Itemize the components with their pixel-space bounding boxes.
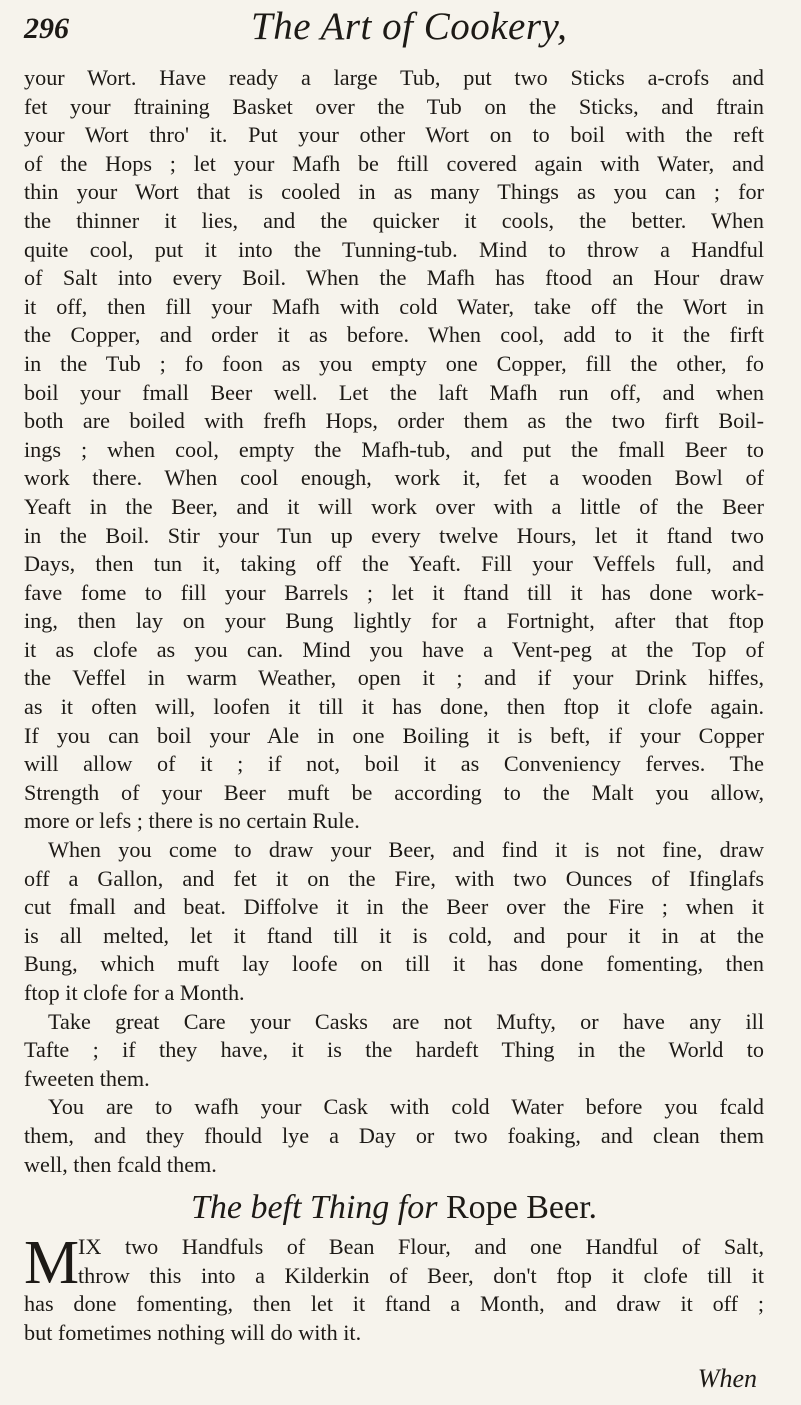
text-line: Tafte ; if they have, it is the hardeft Thing in the World to	[24, 1037, 764, 1063]
paragraph-musty-casks	[24, 1008, 764, 1094]
text-line: the thinner it lies, and the quicker it cools, the better. When	[24, 207, 764, 233]
text-line: IX two Handfuls of Bean Flour, and one Handful of Salt,	[78, 1234, 764, 1260]
text-line: Bung, which muft lay loofe on till it has done fomenting, then	[24, 951, 764, 977]
text-line: quite cool, put it into the Tunning-tub. Mind to throw a Handful	[24, 236, 764, 262]
text-line: as it often will, loofen it till it has done, then ftop it clofe again.	[24, 694, 764, 720]
paragraph-washing-casks	[24, 1093, 764, 1179]
text-line: ing, then lay on your Bung lightly for a Fortnight, after that ftop	[24, 608, 764, 634]
text-line: Strength of your Beer muft be according to the Malt you allow,	[24, 779, 764, 805]
text-line: off a Gallon, and fet it on the Fire, with two Ounces of Ifinglafs	[24, 865, 764, 891]
text-line: If you can boil your Ale in one Boiling it is beft, if your Copper	[24, 722, 764, 748]
text-line: Take great Care your Casks are not Mufty, or have any ill	[48, 1008, 764, 1034]
text-line: the Veffel in warm Weather, open it ; and if your Drink hiffes,	[24, 665, 764, 691]
text-line: the Copper, and order it as before. When cool, add to it the firft	[24, 322, 764, 348]
text-line: well, then fcald them.	[24, 1151, 217, 1177]
text-line: it off, then fill your Mafh with cold Water, take off the Wort in	[24, 293, 764, 319]
paragraph-fining-beer	[24, 836, 764, 1008]
text-line: ings ; when cool, empty the Mafh-tub, and put the fmall Beer to	[24, 436, 764, 462]
text-line: will allow of it ; if not, boil it as Conveniency ferves. The	[24, 751, 764, 777]
text-line: it as clofe as you can. Mind you have a Vent-peg at the Top of	[24, 636, 764, 662]
text-line: in the Tub ; fo foon as you empty one Copper, fill the other, fo	[24, 350, 764, 376]
text-line: of the Hops ; let your Mafh be ftill covered again with Water, and	[24, 150, 764, 176]
text-line: in the Boil. Stir your Tun up every twelve Hours, let it ftand two	[24, 522, 764, 548]
page-number: 296	[24, 12, 69, 45]
text-line: work there. When cool enough, work it, fet a wooden Bowl of	[24, 465, 764, 491]
text-line: more or lefs ; there is no certain Rule.	[24, 808, 360, 834]
running-title: The Art of Cookery,	[251, 5, 568, 48]
text-line: your Wort thro' it. Put your other Wort on to boil with the reft	[24, 122, 764, 148]
text-line: Yeaft in the Beer, and it will work over with a little of the Beer	[24, 493, 764, 519]
text-line: has done fomenting, then let it ftand a Month, and draw it off ;	[24, 1291, 764, 1317]
text-line: ftop it clofe for a Month.	[24, 980, 245, 1005]
text-line: cut fmall and beat. Diffolve it in the Beer over the Fire ; when it	[24, 894, 764, 920]
catchword: When	[697, 1364, 757, 1393]
paragraph-rope-beer	[24, 1229, 764, 1347]
heading-roman: Rope Beer.	[445, 1189, 598, 1227]
text-line: is all melted, let it ftand till it is cold, and pour it in at the	[24, 922, 764, 948]
text-line: throw this into a Kilderkin of Beer, don't ftop it clofe till it	[78, 1262, 764, 1288]
recipe-heading	[24, 1185, 764, 1231]
text-line: fave fome to fill your Barrels ; let it ftand till it has done work-	[24, 579, 764, 605]
text-line: You are to wafh your Cask with cold Water before you fcald	[48, 1094, 764, 1120]
text-line: Days, then tun it, taking off the Yeaft. Fill your Veffels full, and	[24, 551, 764, 577]
text-line: When you come to draw your Beer, and find it is not fine, draw	[48, 837, 764, 863]
body-text	[24, 64, 764, 1348]
text-line: fweeten them.	[24, 1065, 150, 1091]
text-line: boil your fmall Beer well. Let the laft Mafh run off, and when	[24, 379, 764, 405]
text-line: fet your ftraining Basket over the Tub on the Sticks, and ftrain	[24, 93, 764, 119]
heading-italic: The beft Thing for	[190, 1189, 438, 1227]
text-line: them, and they fhould lye a Day or two foaking, and clean them	[24, 1122, 764, 1148]
page-header	[24, 4, 764, 64]
text-line: but fometimes nothing will do with it.	[24, 1319, 362, 1345]
drop-cap: M	[24, 1229, 80, 1298]
paragraph-brewing-method	[24, 64, 764, 836]
text-line: thin your Wort that is cooled in as many Things as you can ; for	[24, 179, 764, 205]
text-line: both are boiled with frefh Hops, order them as the two firft Boil-	[24, 408, 764, 434]
text-line: of Salt into every Boil. When the Mafh has ftood an Hour draw	[24, 265, 764, 291]
text-line: your Wort. Have ready a large Tub, put two Sticks a-crofs and	[24, 65, 764, 90]
